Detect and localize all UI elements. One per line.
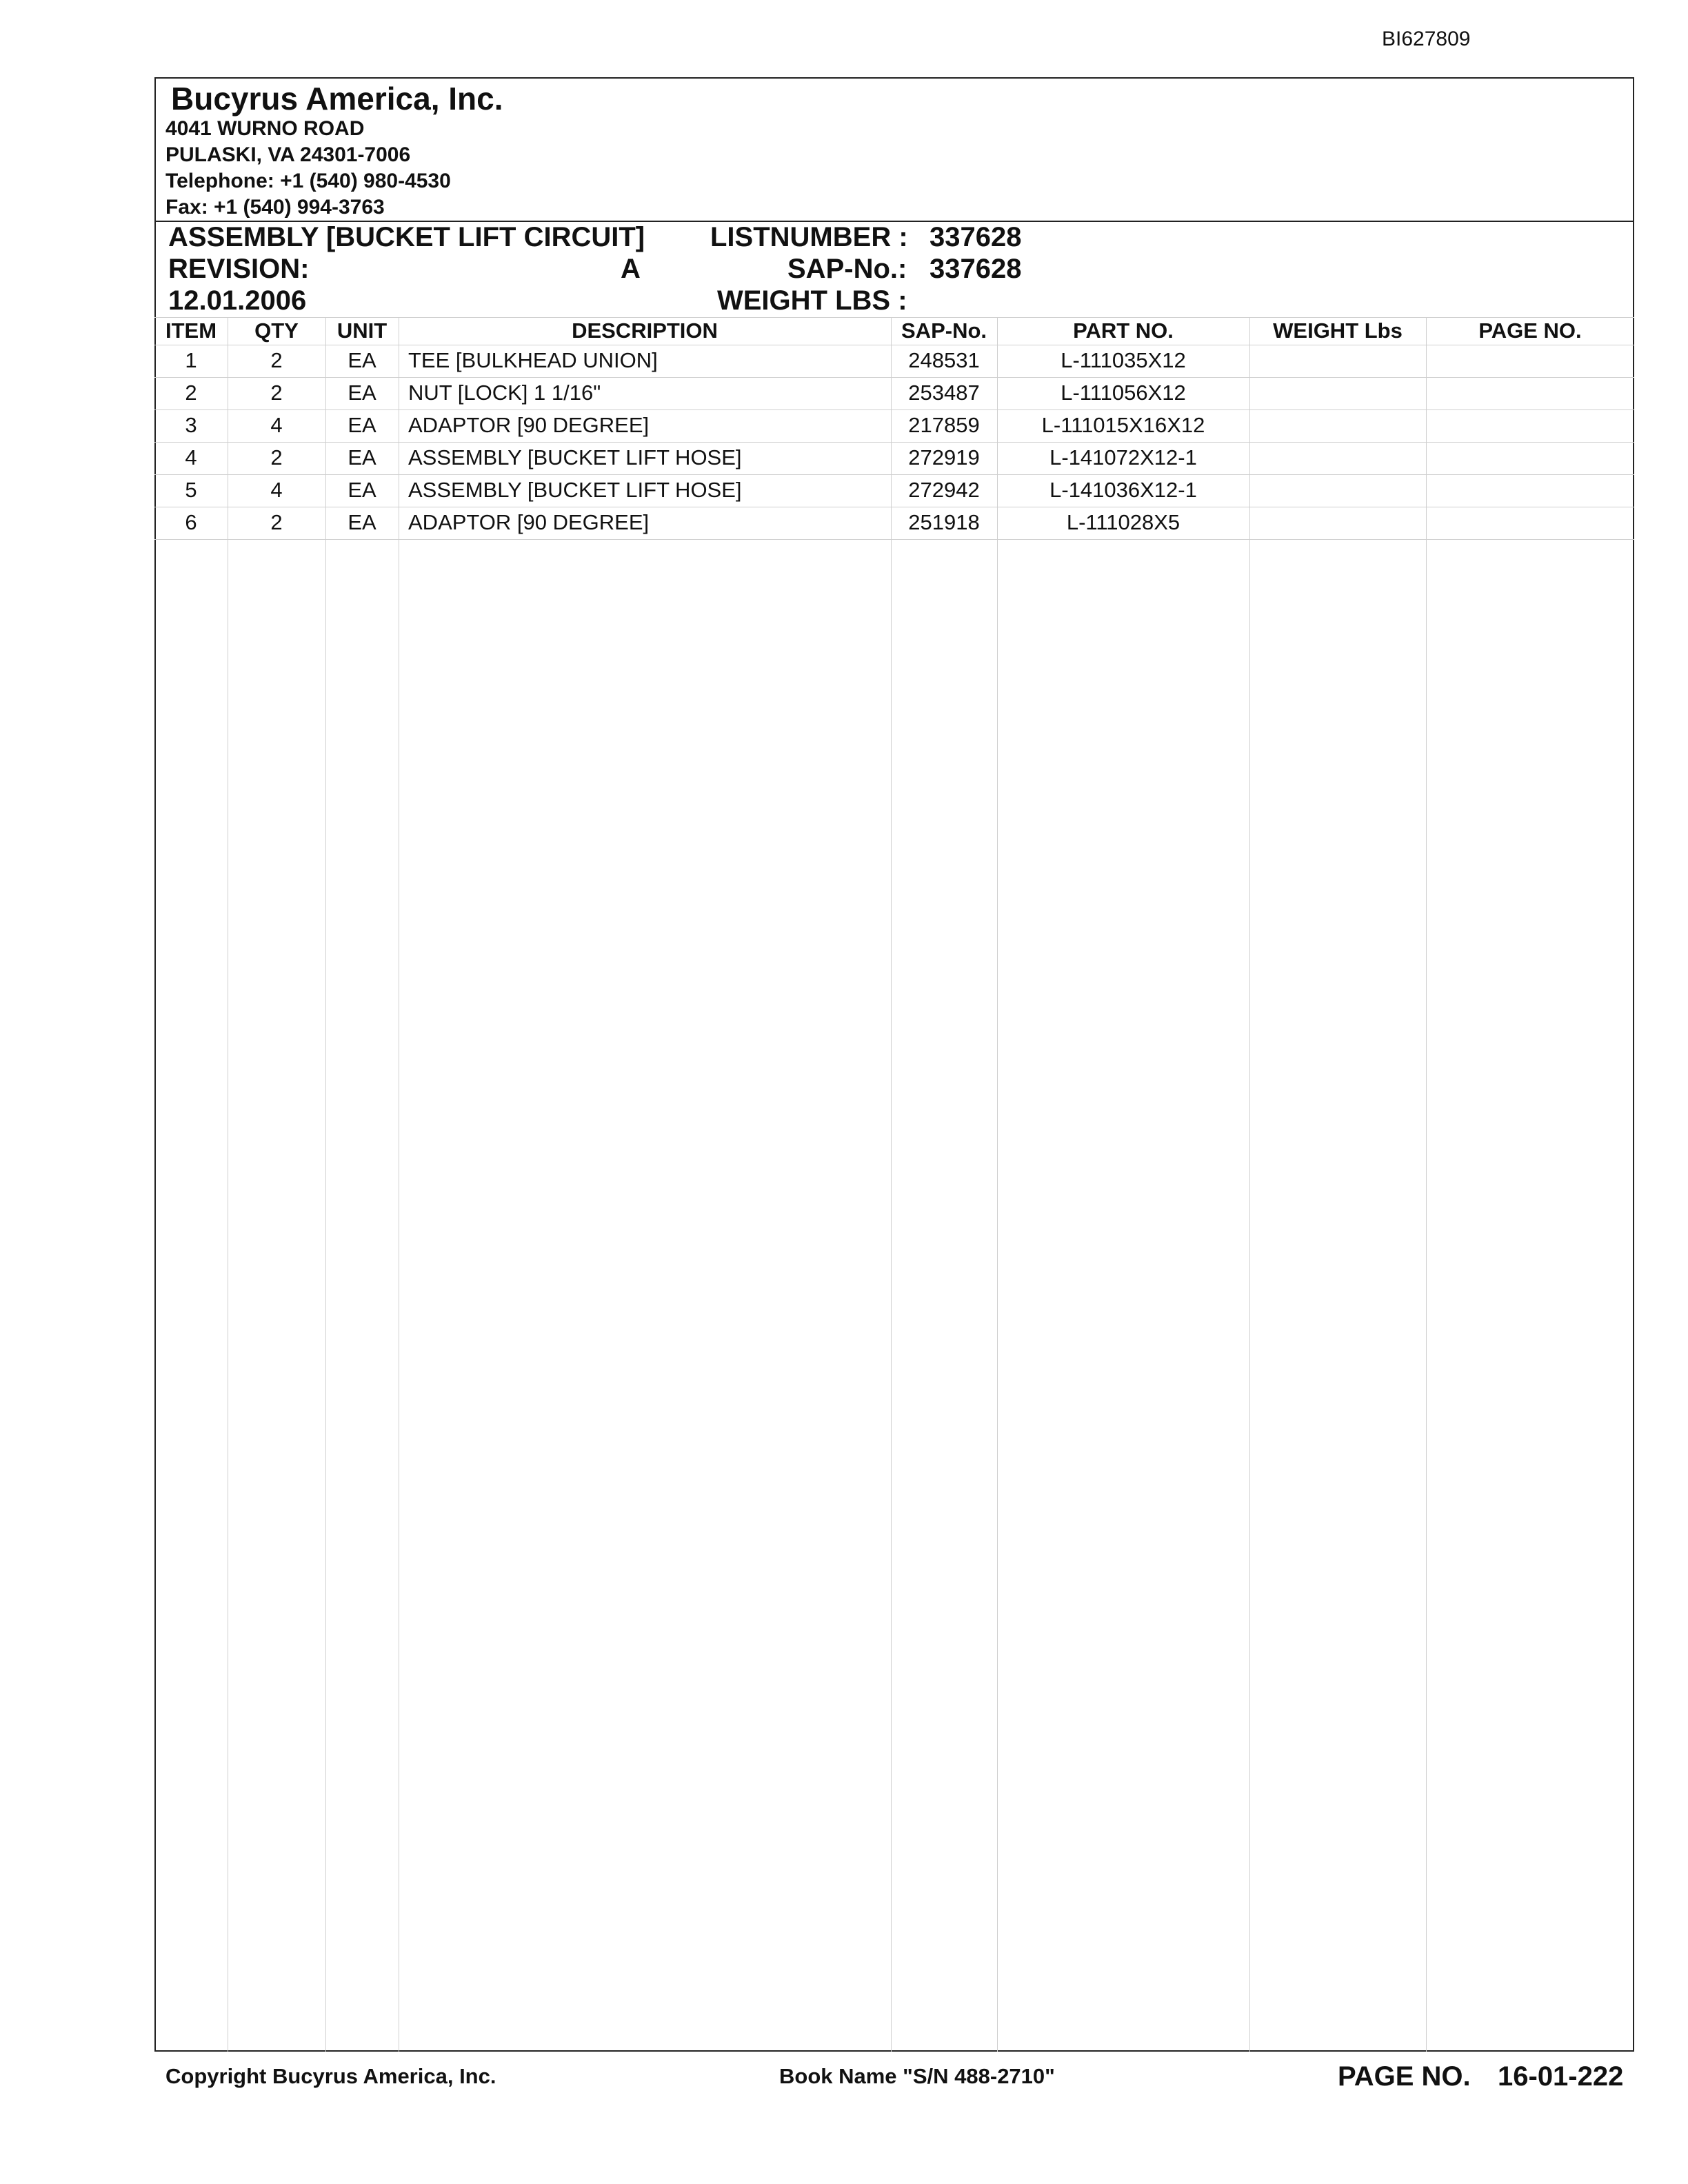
cell-partno: L-141036X12-1 (1049, 478, 1197, 502)
cell-item: 3 (185, 413, 197, 437)
cell-sapno: 251918 (908, 510, 980, 534)
page-number-label: PAGE NO. (1338, 2061, 1471, 2092)
cell-qty: 4 (270, 478, 283, 502)
column-header-pageno: PAGE NO. (1478, 318, 1582, 343)
column-header-unit: UNIT (336, 318, 388, 343)
cell-item: 5 (185, 478, 197, 502)
cell-partno: L-141072X12-1 (1049, 445, 1197, 469)
document-id: BI627809 (1382, 28, 1471, 50)
column-separator (1249, 317, 1250, 2052)
cell-description: ADAPTOR [90 DEGREE] (408, 413, 650, 437)
cell-description: TEE [BULKHEAD UNION] (408, 348, 658, 372)
cell-sapno: 272942 (908, 478, 980, 502)
cell-qty: 2 (270, 510, 283, 534)
cell-qty: 2 (270, 348, 283, 372)
cell-partno: L-111056X12 (1061, 381, 1186, 405)
column-header-item: ITEM (165, 318, 217, 343)
sapno-label: SAP-No.: (787, 254, 907, 284)
cell-item: 4 (185, 445, 197, 469)
column-header-sapno: SAP-No. (901, 318, 987, 343)
cell-sapno: 272919 (908, 445, 980, 469)
book-name: Book Name "S/N 488-2710" (779, 2064, 1055, 2088)
cell-qty: 2 (270, 445, 283, 469)
cell-partno: L-111015X16X12 (1041, 413, 1205, 437)
assembly-title: ASSEMBLY [BUCKET LIFT CIRCUIT] (168, 222, 645, 252)
cell-description: ASSEMBLY [BUCKET LIFT HOSE] (408, 445, 742, 469)
revision-date: 12.01.2006 (168, 285, 307, 316)
cell-description: NUT [LOCK] 1 1/16" (408, 381, 601, 405)
cell-qty: 4 (270, 413, 283, 437)
listnumber-value: 337628 (930, 222, 1022, 252)
cell-partno: L-111028X5 (1066, 510, 1180, 534)
fax: Fax: +1 (540) 994-3763 (165, 196, 385, 219)
cell-unit: EA (348, 348, 376, 372)
cell-unit: EA (348, 478, 376, 502)
company-name: Bucyrus America, Inc. (171, 81, 503, 117)
copyright: Copyright Bucyrus America, Inc. (165, 2064, 496, 2088)
cell-unit: EA (348, 510, 376, 534)
cell-unit: EA (348, 381, 376, 405)
cell-partno: L-111035X12 (1061, 348, 1186, 372)
revision-label: REVISION: (168, 254, 310, 284)
cell-sapno: 253487 (908, 381, 980, 405)
cell-item: 1 (185, 348, 197, 372)
listnumber-label: LISTNUMBER : (710, 222, 908, 252)
column-separator (891, 317, 892, 2052)
cell-qty: 2 (270, 381, 283, 405)
column-separator (1426, 317, 1427, 2052)
column-header-description: DESCRIPTION (572, 318, 718, 343)
address-line1: 4041 WURNO ROAD (165, 117, 365, 140)
page-number-value: 16-01-222 (1498, 2061, 1624, 2092)
address-line2: PULASKI, VA 24301-7006 (165, 143, 411, 166)
column-separator (997, 317, 998, 2052)
cell-item: 2 (185, 381, 197, 405)
column-header-partno: PART NO. (1073, 318, 1174, 343)
row-divider (154, 539, 1634, 540)
cell-unit: EA (348, 413, 376, 437)
column-header-qty: QTY (254, 318, 299, 343)
telephone: Telephone: +1 (540) 980-4530 (165, 170, 451, 192)
cell-description: ASSEMBLY [BUCKET LIFT HOSE] (408, 478, 742, 502)
cell-unit: EA (348, 445, 376, 469)
cell-description: ADAPTOR [90 DEGREE] (408, 510, 650, 534)
cell-item: 6 (185, 510, 197, 534)
cell-sapno: 217859 (908, 413, 980, 437)
revision-value: A (621, 254, 641, 284)
cell-sapno: 248531 (908, 348, 980, 372)
column-header-weight: WEIGHT Lbs (1273, 318, 1403, 343)
sapno-value: 337628 (930, 254, 1022, 284)
column-separator (325, 317, 326, 2052)
weight-label: WEIGHT LBS : (717, 285, 907, 316)
